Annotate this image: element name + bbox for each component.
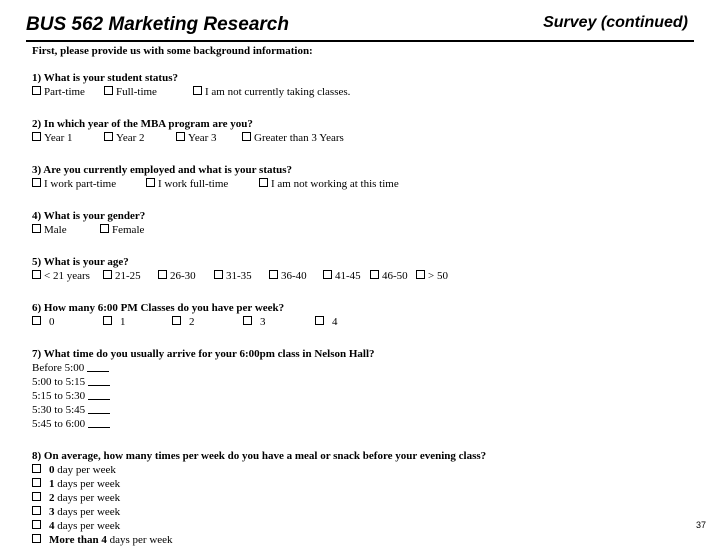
option-number: 0 xyxy=(49,464,55,476)
option-label: 5:15 to 5:30 xyxy=(32,390,86,402)
question-8 xyxy=(32,449,692,547)
question-2-options xyxy=(32,131,692,145)
option-label: 31-35 xyxy=(226,270,252,282)
q8-option-more-than-4[interactable] xyxy=(32,533,692,547)
q5-option-26-30[interactable] xyxy=(158,269,196,283)
answer-blank[interactable] xyxy=(87,362,109,372)
option-label: 36-40 xyxy=(281,270,307,282)
question-2 xyxy=(32,117,692,145)
q5-option-46-50[interactable] xyxy=(370,269,408,283)
q5-option-21-25[interactable] xyxy=(103,269,141,283)
checkbox-icon[interactable] xyxy=(103,270,112,279)
option-label: > 50 xyxy=(428,270,448,282)
checkbox-icon[interactable] xyxy=(104,86,113,95)
option-label: Year 1 xyxy=(44,132,73,144)
survey-content xyxy=(32,44,692,547)
checkbox-icon[interactable] xyxy=(259,178,268,187)
q1-option-not-taking[interactable] xyxy=(193,85,350,99)
q7-line-530-545 xyxy=(32,403,692,417)
option-number: 3 xyxy=(49,506,55,518)
q5-option-36-40[interactable] xyxy=(269,269,307,283)
option-label: 5:30 to 5:45 xyxy=(32,404,86,416)
q8-option-0[interactable] xyxy=(32,463,692,477)
question-3 xyxy=(32,163,692,191)
q3-option-full-time[interactable] xyxy=(146,177,228,191)
option-label: Female xyxy=(112,224,145,236)
checkbox-icon[interactable] xyxy=(32,86,41,95)
slide-title: BUS 562 Marketing Research xyxy=(26,14,289,35)
q1-option-part-time[interactable] xyxy=(32,85,85,99)
question-4-options xyxy=(32,223,692,237)
q4-option-male[interactable] xyxy=(32,223,67,237)
question-1-options xyxy=(32,85,692,99)
checkbox-icon[interactable] xyxy=(269,270,278,279)
option-label: 26-30 xyxy=(170,270,196,282)
checkbox-icon[interactable] xyxy=(172,316,181,325)
option-label: day per week xyxy=(57,464,116,476)
slide-subtitle: Survey (continued) xyxy=(543,14,688,31)
option-label: I am not currently taking classes. xyxy=(205,86,351,98)
q2-option-year-1[interactable] xyxy=(32,131,73,145)
option-label: 3 xyxy=(260,316,266,328)
option-label: I work full-time xyxy=(158,178,229,190)
option-label: 5:00 to 5:15 xyxy=(32,376,86,388)
option-label: I work part-time xyxy=(44,178,117,190)
option-label: 46-50 xyxy=(382,270,408,282)
q7-line-before-5 xyxy=(32,361,692,375)
q7-line-5-515 xyxy=(32,375,692,389)
checkbox-icon[interactable] xyxy=(32,492,41,501)
option-number: 2 xyxy=(49,492,55,504)
checkbox-icon[interactable] xyxy=(176,132,185,141)
question-6 xyxy=(32,301,692,329)
q3-option-not-working[interactable] xyxy=(259,177,399,191)
page-number: 37 xyxy=(695,520,706,530)
q6-option-0[interactable] xyxy=(32,315,55,329)
checkbox-icon[interactable] xyxy=(243,316,252,325)
option-label: 4 xyxy=(332,316,338,328)
option-label: 21-25 xyxy=(115,270,141,282)
q2-option-year-3[interactable] xyxy=(176,131,217,145)
q5-option-31-35[interactable] xyxy=(214,269,252,283)
option-label: Before 5:00 xyxy=(32,362,85,374)
q5-option-under-21[interactable] xyxy=(32,269,90,283)
checkbox-icon[interactable] xyxy=(416,270,425,279)
option-label: days per week xyxy=(57,506,121,518)
option-label: 2 xyxy=(189,316,195,328)
option-label: 5:45 to 6:00 xyxy=(32,418,86,430)
question-5-options xyxy=(32,269,692,283)
option-label: days per week xyxy=(57,478,121,490)
checkbox-icon[interactable] xyxy=(104,132,113,141)
question-6-title: 6) How many 6:00 PM Classes do you have per week? xyxy=(32,302,285,314)
option-number: 4 xyxy=(49,520,55,532)
q7-line-515-530 xyxy=(32,389,692,403)
header-divider xyxy=(26,40,694,42)
option-label: Part-time xyxy=(44,86,85,98)
option-label: Greater than 3 Years xyxy=(254,132,344,144)
q5-option-over-50[interactable] xyxy=(416,269,448,283)
q6-option-3[interactable] xyxy=(243,315,266,329)
option-label: days per week xyxy=(109,534,173,546)
option-label: Year 3 xyxy=(188,132,217,144)
checkbox-icon[interactable] xyxy=(100,224,109,233)
checkbox-icon[interactable] xyxy=(146,178,155,187)
q5-option-41-45[interactable] xyxy=(323,269,361,283)
question-1-title: 1) What is your student status? xyxy=(32,72,178,84)
question-2-title: 2) In which year of the MBA program are you? xyxy=(32,118,253,130)
checkbox-icon[interactable] xyxy=(32,506,41,515)
question-4-title: 4) What is your gender? xyxy=(32,210,146,222)
checkbox-icon[interactable] xyxy=(214,270,223,279)
q6-option-4[interactable] xyxy=(315,315,338,329)
checkbox-icon[interactable] xyxy=(315,316,324,325)
checkbox-icon[interactable] xyxy=(193,86,202,95)
q4-option-female[interactable] xyxy=(100,223,144,237)
q6-option-2[interactable] xyxy=(172,315,195,329)
checkbox-icon[interactable] xyxy=(242,132,251,141)
option-label: 0 xyxy=(49,316,55,328)
option-number: 1 xyxy=(49,478,55,490)
question-8-title: 8) On average, how many times per week do you have a meal or snack before your evening class? xyxy=(32,450,487,462)
checkbox-icon[interactable] xyxy=(158,270,167,279)
q8-option-3[interactable] xyxy=(32,505,692,519)
checkbox-icon[interactable] xyxy=(32,316,41,325)
option-label: I am not working at this time xyxy=(271,178,399,190)
option-label: < 21 years xyxy=(44,270,90,282)
question-3-title: 3) Are you currently employed and what is your status? xyxy=(32,164,293,176)
q7-line-545-600 xyxy=(32,417,692,431)
answer-blank[interactable] xyxy=(88,418,110,428)
checkbox-icon[interactable] xyxy=(370,270,379,279)
checkbox-icon[interactable] xyxy=(32,534,41,543)
intro-text: First, please provide us with some background information: xyxy=(32,45,313,57)
checkbox-icon[interactable] xyxy=(323,270,332,279)
option-label: Year 2 xyxy=(116,132,145,144)
checkbox-icon[interactable] xyxy=(32,132,41,141)
checkbox-icon[interactable] xyxy=(32,224,41,233)
q8-option-2[interactable] xyxy=(32,491,692,505)
answer-blank[interactable] xyxy=(88,390,110,400)
option-number: More than 4 xyxy=(49,534,107,546)
option-label: 41-45 xyxy=(335,270,361,282)
checkbox-icon[interactable] xyxy=(32,464,41,473)
checkbox-icon[interactable] xyxy=(32,270,41,279)
checkbox-icon[interactable] xyxy=(32,478,41,487)
option-label: Full-time xyxy=(116,86,157,98)
q8-option-1[interactable] xyxy=(32,477,692,491)
checkbox-icon[interactable] xyxy=(32,178,41,187)
question-4 xyxy=(32,209,692,237)
question-6-options xyxy=(32,315,692,329)
q6-option-1[interactable] xyxy=(103,315,126,329)
question-5-title: 5) What is your age? xyxy=(32,256,129,268)
q3-option-part-time[interactable] xyxy=(32,177,116,191)
question-7-title: 7) What time do you usually arrive for your 6:00pm class in Nelson Hall? xyxy=(32,348,375,360)
option-label: days per week xyxy=(57,520,121,532)
question-5 xyxy=(32,255,692,283)
checkbox-icon[interactable] xyxy=(32,520,41,529)
q2-option-year-2[interactable] xyxy=(104,131,145,145)
question-7 xyxy=(32,347,692,431)
q8-option-4[interactable] xyxy=(32,519,692,533)
checkbox-icon[interactable] xyxy=(103,316,112,325)
question-1 xyxy=(32,71,692,99)
question-3-options xyxy=(32,177,692,191)
answer-blank[interactable] xyxy=(88,404,110,414)
option-label: Male xyxy=(44,224,67,236)
option-label: days per week xyxy=(57,492,121,504)
q1-option-full-time[interactable] xyxy=(104,85,157,99)
q2-option-greater-3[interactable] xyxy=(242,131,344,145)
option-label: 1 xyxy=(120,316,126,328)
answer-blank[interactable] xyxy=(88,376,110,386)
